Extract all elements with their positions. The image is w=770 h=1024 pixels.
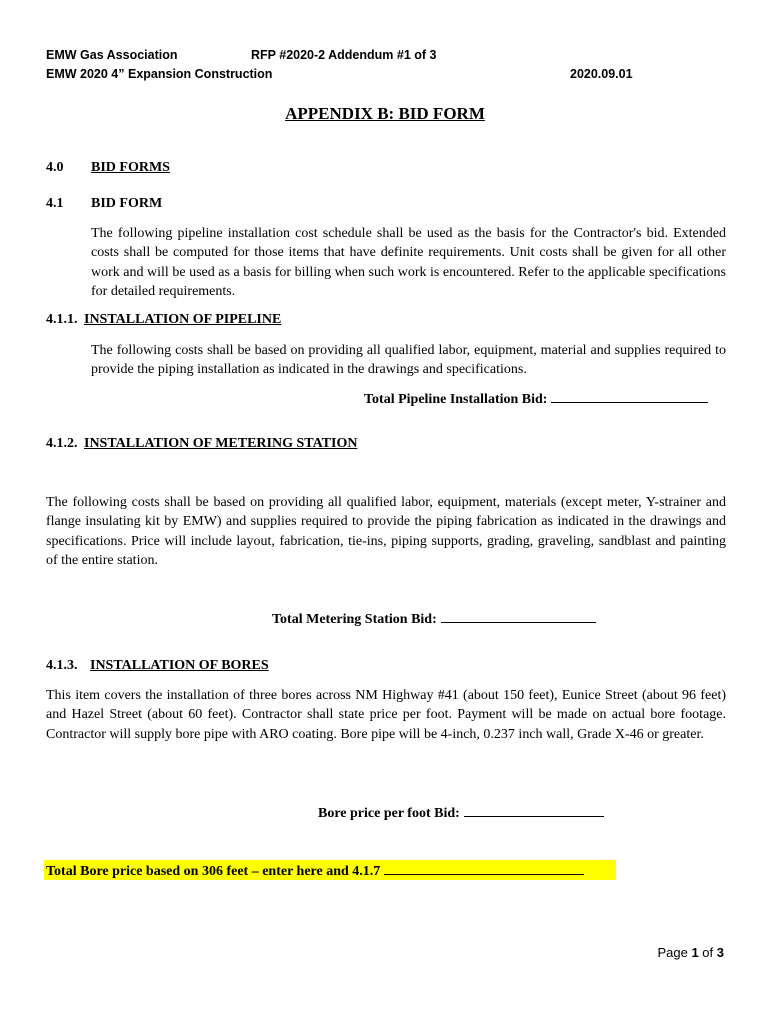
section-label: INSTALLATION OF PIPELINE [84, 312, 282, 327]
section-4-1-3-text: This item covers the installation of three bores across NM Highway #41 (about 150 feet), Eunice Street (about 96 feet) and Hazel Street (about 60 feet). Contractor shall state price per foot. Payment will be made on actual bore footage. Contractor will supply bore pipe with ARO coating. Bore pipe will be 4-inch, 0.237 inch wall, Grade X-46 or greater. [46, 688, 726, 742]
header-project: EMW 2020 4” Expansion Construction [46, 67, 273, 81]
section-4-0-heading [46, 159, 726, 177]
section-4-1-2-text: The following costs shall be based on providing all qualified labor, equipment, materials (except meter, Y-strainer and flange insulating kit by EMW) and supplies required to provide the piping fabrication as indicated in the drawings and specifications. Price will include layout, fabrication, tie-ins, piping supports, grading, graveling, sandblast and painting of the entire station. [46, 495, 726, 568]
header-org: EMW Gas Association [46, 48, 178, 62]
total-bore-label: Total Bore price based on 306 feet – enter here and 4.1.7 [46, 864, 381, 879]
section-number: 4.1.3. [46, 658, 78, 673]
pipeline-bid-blank[interactable] [551, 389, 708, 403]
page-prefix: Page [657, 945, 688, 960]
section-number: 4.1 [46, 196, 64, 211]
total-bore-blank[interactable] [384, 861, 584, 875]
section-label: BID FORMS [91, 160, 170, 175]
section-4-1-1-text: The following costs shall be based on providing all qualified labor, equipment, material and supplies required to provide the piping installation as indicated in the drawings and specifications. [91, 343, 726, 378]
pipeline-bid-line [364, 389, 708, 409]
pipeline-bid-label: Total Pipeline Installation Bid: [364, 392, 548, 407]
page-of: of [702, 945, 714, 960]
section-number: 4.0 [46, 160, 64, 175]
page-total: 3 [716, 945, 724, 960]
total-bore-line [46, 861, 584, 881]
bore-price-bid-line [318, 803, 604, 823]
section-number: 4.1.2. [46, 436, 78, 451]
bore-price-bid-blank[interactable] [464, 803, 604, 817]
section-4-1-heading [46, 195, 726, 213]
page-current: 1 [691, 945, 699, 960]
metering-bid-line [272, 609, 596, 629]
metering-bid-blank[interactable] [441, 609, 596, 623]
section-label: INSTALLATION OF METERING STATION [84, 436, 358, 451]
section-4-1-1-heading [46, 311, 726, 329]
page-title: APPENDIX B: BID FORM [285, 104, 485, 123]
section-label: INSTALLATION OF BORES [90, 658, 269, 673]
section-number: 4.1.1. [46, 312, 78, 327]
section-4-1-text: The following pipeline installation cost schedule shall be used as the basis for the Contractor's bid. Extended costs shall be computed for those items that have definite requirements. Unit costs shall be given for all other work and will be used as a basis for billing when such work is encountered. Refer to the applicable specifications for detailed requirements. [91, 226, 726, 299]
section-label: BID FORM [91, 196, 163, 211]
header-date: 2020.09.01 [570, 67, 633, 81]
section-4-1-2-heading [46, 435, 726, 453]
metering-bid-label: Total Metering Station Bid: [272, 612, 437, 627]
section-4-1-3-heading [46, 657, 726, 675]
page-number [657, 945, 724, 960]
header-rfp: RFP #2020-2 Addendum #1 of 3 [251, 48, 437, 62]
bore-price-bid-label: Bore price per foot Bid: [318, 806, 460, 821]
